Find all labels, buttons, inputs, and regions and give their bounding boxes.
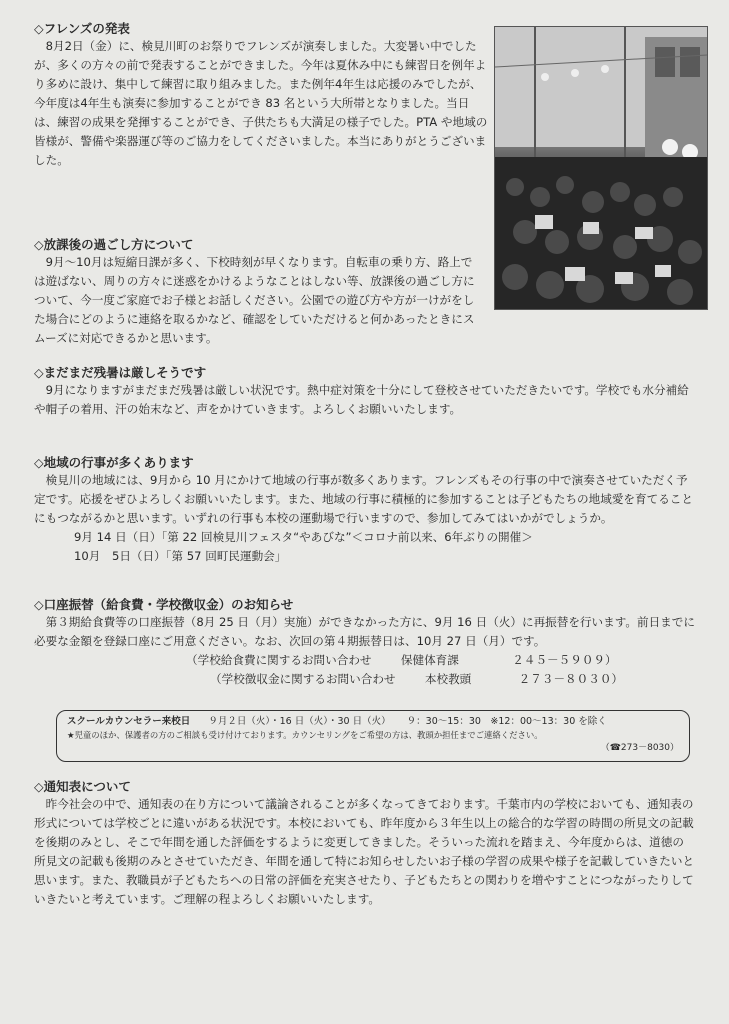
- text-heat: 9月になりますがまだまだ残暑は厳しい状況です。熱中症対策を十分にして登校させていただきたいです。学校でも水分補給や帽子の着用、汗の始末など、声をかけていきます。よろしくお願いいたします。: [34, 383, 689, 416]
- contact-fees-phone: ２７３－８０３０）: [518, 672, 624, 686]
- section-after-school: [34, 236, 695, 348]
- section-community: [34, 454, 695, 566]
- counselor-row: [67, 715, 679, 729]
- event-sports-day: 10月 5日（日）「第 57 回町民運動会」: [74, 549, 287, 563]
- counselor-title: スクールカウンセラー来校日: [67, 716, 191, 727]
- event-festa: 9月 14 日（日）「第 22 回検見川フェスタ“やあびな”＜コロナ前以来、6年ぶりの開催＞: [74, 530, 533, 544]
- contact-fees-dept: 本校教頭: [424, 672, 472, 686]
- heading-friends: ◇フレンズの発表: [34, 21, 130, 36]
- heading-transfer: ◇口座振替（給食費・学校徴収金）のお知らせ: [34, 597, 294, 612]
- counselor-hours: ９：30～15：30 ※12：00～13：30 を除く: [406, 716, 607, 727]
- text-friends: 8月2日（金）に、検見川町のお祭りでフレンズが演奏しました。大変暑い中でしたが、多くの方々の前で発表することができました。今年は夏休み中にも練習日を例年より多めに設け、集中して練習に取り組みました。また例年4年生は応援のみでしたが、今年度は4年生も演奏に参加することができ 83 名という大所帯となりました。当日は、練習の成果を発揮することができ、子供たちも大満足の様子でした。PTA や地域の皆様が、警備や楽器運び等のご協力をしてくださいました。本当にありがとうございました。: [34, 39, 488, 167]
- counselor-note: ★児童のほか、保護者の方のご相談も受け付けております。カウンセリングをご希望の方は、教頭か担任までご連絡ください。: [67, 730, 543, 740]
- counselor-notice-box: [56, 710, 690, 762]
- photo-wrap-spacer: [481, 253, 695, 325]
- heading-report: ◇通知表について: [34, 779, 131, 794]
- contact-lunch-dept: 保健体育課: [400, 653, 459, 667]
- text-transfer: 第３期給食費等の口座振替（8月 25 日（月）実施）ができなかった方に、9月 16 日（火）に再振替を行います。前日までに必要な金額を登録口座にご用意ください。なお、次回の第４期振替日は、10月 27 日（月）です。: [34, 615, 695, 648]
- section-heat: [34, 364, 695, 419]
- contact-lunch-label: （学校給食費に関するお問い合わせ: [186, 653, 372, 667]
- section-transfer: [34, 596, 695, 689]
- heading-heat: ◇まだまだ残暑は厳しそうです: [34, 365, 207, 380]
- section-friends: [34, 20, 491, 170]
- contact-lunch-phone: ２４５－５９０９）: [512, 653, 617, 667]
- text-after-school: 9月～10月は短縮日課が多く、下校時刻が早くなります。自転車の乗り方、路上では遊ばない、周りの方々に迷惑をかけるようなことはしない等、放課後の過ごし方について、今一度ご家庭でお子様とお話しください。公園での遊び方や方が一けがをした場合にどのように連絡を取るかなど、確認をしていただけると何かあったときにスムーズに対応できるかと思います。: [34, 253, 695, 348]
- text-community: 検見川の地域には、9月から 10 月にかけて地域の行事が数多くあります。フレンズもその行事の中で演奏させていただく予定です。応援をぜひよろしくお願いいたします。また、地域の行事に積極的に参加することは子どもたちの地域愛を育てることにもつながるかと思います。いずれの行事も本校の運動場で行いますので、参加してみてはいかがでしょうか。: [34, 473, 693, 525]
- counselor-dates: ９月２日（火）・16 日（火）・30 日（火）: [208, 716, 391, 727]
- heading-community: ◇地域の行事が多くあります: [34, 455, 194, 470]
- counselor-phone: （☎273－8030）: [600, 743, 679, 753]
- contact-fees: [34, 670, 695, 689]
- contact-fees-label: （学校徴収金に関するお問い合わせ: [210, 672, 396, 686]
- section-report: [34, 778, 695, 909]
- contact-lunch: [34, 651, 695, 670]
- text-report: 昨今社会の中で、通知表の在り方について議論されることが多くなってきております。千葉市内の学校においても、通知表の形式については学校ごとに違いがある状況です。本校においても、昨年度から３年生以上の総合的な学習の時間の所見文の記載を後期のみとし、そこで年間を通した評価をするように変更してきました。そういった流れを踏まえ、今年度からは、道徳の所見文の記載も後期のみとさせていただき、年間を通して特にお知らせしたいお子様の学習の成果や様子を記載していきたいと思います。また、教職員が子どもたちへの日常の評価を充実させたり、子どもたちとの関わりを増やすことにつながったりしていきたいと考えています。ご理解の程よろしくお願いいたします。: [34, 797, 695, 906]
- heading-after-school: ◇放課後の過ごし方について: [34, 237, 194, 252]
